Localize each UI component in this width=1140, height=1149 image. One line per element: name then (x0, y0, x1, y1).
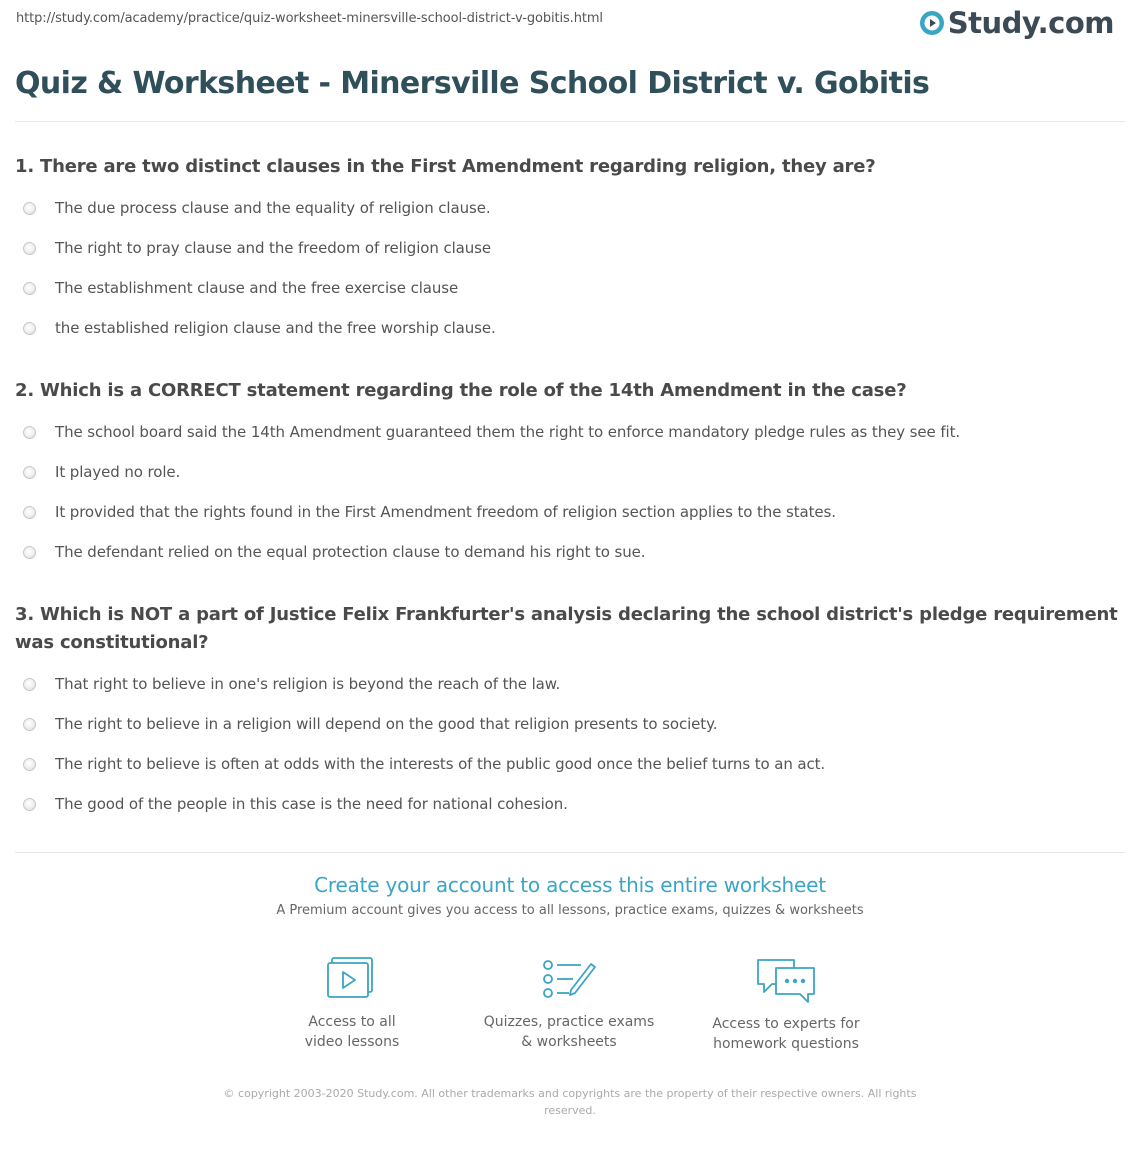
feature-experts (686, 956, 886, 1054)
radio-button[interactable] (23, 322, 36, 335)
answer-option[interactable] (15, 784, 1125, 824)
feature-video-lessons (252, 956, 452, 1052)
answer-option[interactable] (15, 412, 1125, 452)
title-divider (15, 121, 1125, 122)
feature-label-line-2: & worksheets (521, 1034, 617, 1050)
radio-button[interactable] (23, 202, 36, 215)
answer-list (15, 188, 1125, 348)
feature-label-line-2: homework questions (713, 1036, 859, 1052)
copyright-notice: © copyright 2003-2020 Study.com. All other trademarks and copyrights are the property of their respective owners. All rights reserved. (223, 1087, 917, 1117)
radio-button[interactable] (23, 426, 36, 439)
answer-option[interactable] (15, 452, 1125, 492)
page-url[interactable]: http://study.com/academy/practice/quiz-worksheet-minersville-school-district-v-gobitis.html (16, 11, 603, 26)
study-logo[interactable] (919, 6, 1114, 40)
question-2 (15, 377, 1125, 572)
question-text: 1. There are two distinct clauses in the First Amendment regarding religion, they are? (15, 156, 876, 177)
radio-button[interactable] (23, 798, 36, 811)
feature-quizzes (469, 956, 669, 1052)
answer-text: The right to believe in a religion will depend on the good that religion presents to society. (55, 715, 718, 733)
promo-subtitle: A Premium account gives you access to all lessons, practice exams, quizzes & worksheets (276, 903, 864, 918)
answer-text: The due process clause and the equality of religion clause. (55, 199, 491, 217)
answer-text: The good of the people in this case is the need for national cohesion. (55, 795, 568, 813)
promo-title-link[interactable]: Create your account to access this entire worksheet (314, 873, 826, 897)
feature-label-line-2: video lessons (304, 1034, 400, 1050)
radio-button[interactable] (23, 466, 36, 479)
page-title: Quiz & Worksheet - Minersville School District v. Gobitis (15, 66, 930, 101)
answer-option[interactable] (15, 188, 1125, 228)
feature-label-line-1: Access to all (308, 1014, 396, 1030)
question-text: 2. Which is a CORRECT statement regarding the role of the 14th Amendment in the case? (15, 380, 907, 401)
answer-list (15, 412, 1125, 572)
feature-label-line-1: Access to experts for (712, 1016, 860, 1032)
answer-option[interactable] (15, 704, 1125, 744)
answer-option[interactable] (15, 268, 1125, 308)
answer-text: The establishment clause and the free exercise clause (55, 279, 459, 297)
radio-button[interactable] (23, 282, 36, 295)
answer-list (15, 664, 1125, 824)
radio-button[interactable] (23, 506, 36, 519)
answer-option[interactable] (15, 308, 1125, 348)
answer-text: The right to pray clause and the freedom of religion clause (55, 239, 492, 257)
logo-text: Study.com (947, 6, 1114, 40)
answer-text: The school board said the 14th Amendment guaranteed them the right to enforce mandatory pledge rules as they see fit. (55, 423, 961, 441)
answer-option[interactable] (15, 228, 1125, 268)
premium-promo (0, 873, 1140, 918)
radio-button[interactable] (23, 758, 36, 771)
chat-bubbles-icon (754, 956, 818, 1004)
promo-divider (15, 852, 1125, 853)
answer-text: The defendant relied on the equal protection clause to demand his right to sue. (55, 543, 646, 561)
quiz-checklist-icon (541, 956, 597, 1002)
answer-option[interactable] (15, 744, 1125, 784)
radio-button[interactable] (23, 678, 36, 691)
play-logo-icon (919, 10, 945, 36)
feature-label-line-1: Quizzes, practice exams (483, 1014, 655, 1030)
question-text: 3. Which is NOT a part of Justice Felix Frankfurter's analysis declaring the school district's pledge requirement was constitutional? (15, 604, 1118, 653)
answer-text: It provided that the rights found in the First Amendment freedom of religion section applies to the states. (55, 503, 836, 521)
radio-button[interactable] (23, 718, 36, 731)
answer-text: It played no role. (55, 463, 181, 481)
answer-option[interactable] (15, 664, 1125, 704)
answer-text: the established religion clause and the free worship clause. (55, 319, 496, 337)
question-3 (15, 601, 1125, 824)
answer-option[interactable] (15, 492, 1125, 532)
video-lesson-icon (326, 956, 378, 1002)
answer-option[interactable] (15, 532, 1125, 572)
answer-text: The right to believe is often at odds with the interests of the public good once the belief turns to an act. (55, 755, 826, 773)
question-1 (15, 153, 1125, 348)
radio-button[interactable] (23, 242, 36, 255)
answer-text: That right to believe in one's religion is beyond the reach of the law. (55, 675, 561, 693)
radio-button[interactable] (23, 546, 36, 559)
